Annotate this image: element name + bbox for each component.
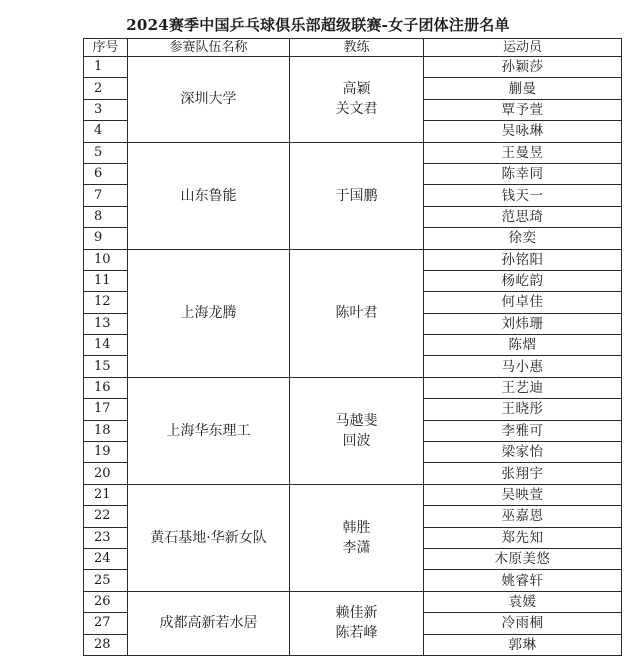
seq-cell: 13 [84,313,128,334]
table-row [84,249,622,270]
seq-cell: 26 [84,591,128,612]
player-cell: 袁媛 [424,591,622,612]
table-row [84,484,622,505]
player-cell: 王曼昱 [424,142,622,163]
team-name-cell: 山东鲁能 [128,142,290,249]
coach-cell [290,57,424,143]
player-cell: 姚睿轩 [424,570,622,591]
coach-cell [290,377,424,484]
seq-cell: 10 [84,249,128,270]
seq-cell: 4 [84,121,128,142]
coach-name: 高颖 [342,81,371,98]
team-name-cell: 成都高新若水居 [128,591,290,655]
coach-cell [290,249,424,377]
seq-cell: 17 [84,399,128,420]
player-cell: 王艺迪 [424,377,622,398]
team-name-cell: 黄石基地·华新女队 [128,484,290,591]
player-cell: 冷雨桐 [424,613,622,634]
player-cell: 徐奕 [424,228,622,249]
header-team: 参赛队伍名称 [128,39,290,57]
seq-cell: 16 [84,377,128,398]
player-cell: 范思琦 [424,206,622,227]
seq-cell: 7 [84,185,128,206]
seq-cell: 21 [84,484,128,505]
seq-cell: 8 [84,206,128,227]
table-row [84,377,622,398]
coach-cell [290,142,424,249]
seq-cell: 1 [84,57,128,78]
seq-cell: 6 [84,163,128,184]
player-cell: 马小惠 [424,356,622,377]
player-cell: 杨屹韵 [424,270,622,291]
header-coach: 教练 [290,39,424,57]
coach-name: 回波 [342,432,371,449]
team-name-cell: 深圳大学 [128,57,290,143]
coach-cell [290,591,424,655]
player-cell: 孙铭阳 [424,249,622,270]
table-row [84,591,622,612]
player-cell: 巫嘉恩 [424,506,622,527]
coach-name: 关文君 [335,101,378,118]
roster-table [83,38,622,656]
header-seq: 序号 [84,39,128,57]
player-cell: 王晓彤 [424,399,622,420]
player-cell: 蒯曼 [424,78,622,99]
coach-name: 韩胜 [342,519,371,536]
seq-cell: 28 [84,634,128,655]
player-cell: 木原美悠 [424,548,622,569]
roster-body [84,57,622,656]
seq-cell: 12 [84,292,128,313]
player-cell: 梁家怡 [424,442,622,463]
player-cell: 陈熠 [424,335,622,356]
player-cell: 吴映萱 [424,484,622,505]
coach-name: 李潇 [342,539,371,556]
table-header-row [84,39,622,57]
table-row [84,57,622,78]
table-row [84,142,622,163]
seq-cell: 5 [84,142,128,163]
seq-cell: 15 [84,356,128,377]
coach-name: 陈若峰 [335,625,378,642]
seq-cell: 11 [84,270,128,291]
player-cell: 郑先知 [424,527,622,548]
player-cell: 刘炜珊 [424,313,622,334]
seq-cell: 22 [84,506,128,527]
seq-cell: 24 [84,548,128,569]
seq-cell: 23 [84,527,128,548]
header-player: 运动员 [424,39,622,57]
player-cell: 何卓佳 [424,292,622,313]
player-cell: 郭琳 [424,634,622,655]
seq-cell: 3 [84,99,128,120]
player-cell: 覃予萱 [424,99,622,120]
player-cell: 陈幸同 [424,163,622,184]
team-name-cell: 上海龙腾 [128,249,290,377]
seq-cell: 2 [84,78,128,99]
seq-cell: 25 [84,570,128,591]
player-cell: 张翔宇 [424,463,622,484]
seq-cell: 18 [84,420,128,441]
coach-name: 赖佳新 [335,605,378,622]
coach-name: 陈叶君 [335,305,378,322]
document-title: 2024赛季中国乒乓球俱乐部超级联赛-女子团体注册名单 [126,16,510,34]
seq-cell: 27 [84,613,128,634]
coach-name: 马越斐 [335,412,378,429]
team-name-cell: 上海华东理工 [128,377,290,484]
coach-name: 于国鹏 [335,187,378,204]
player-cell: 钱天一 [424,185,622,206]
seq-cell: 9 [84,228,128,249]
player-cell: 吴咏琳 [424,121,622,142]
coach-cell [290,484,424,591]
seq-cell: 20 [84,463,128,484]
player-cell: 李雅可 [424,420,622,441]
seq-cell: 19 [84,442,128,463]
player-cell: 孙颖莎 [424,57,622,78]
seq-cell: 14 [84,335,128,356]
